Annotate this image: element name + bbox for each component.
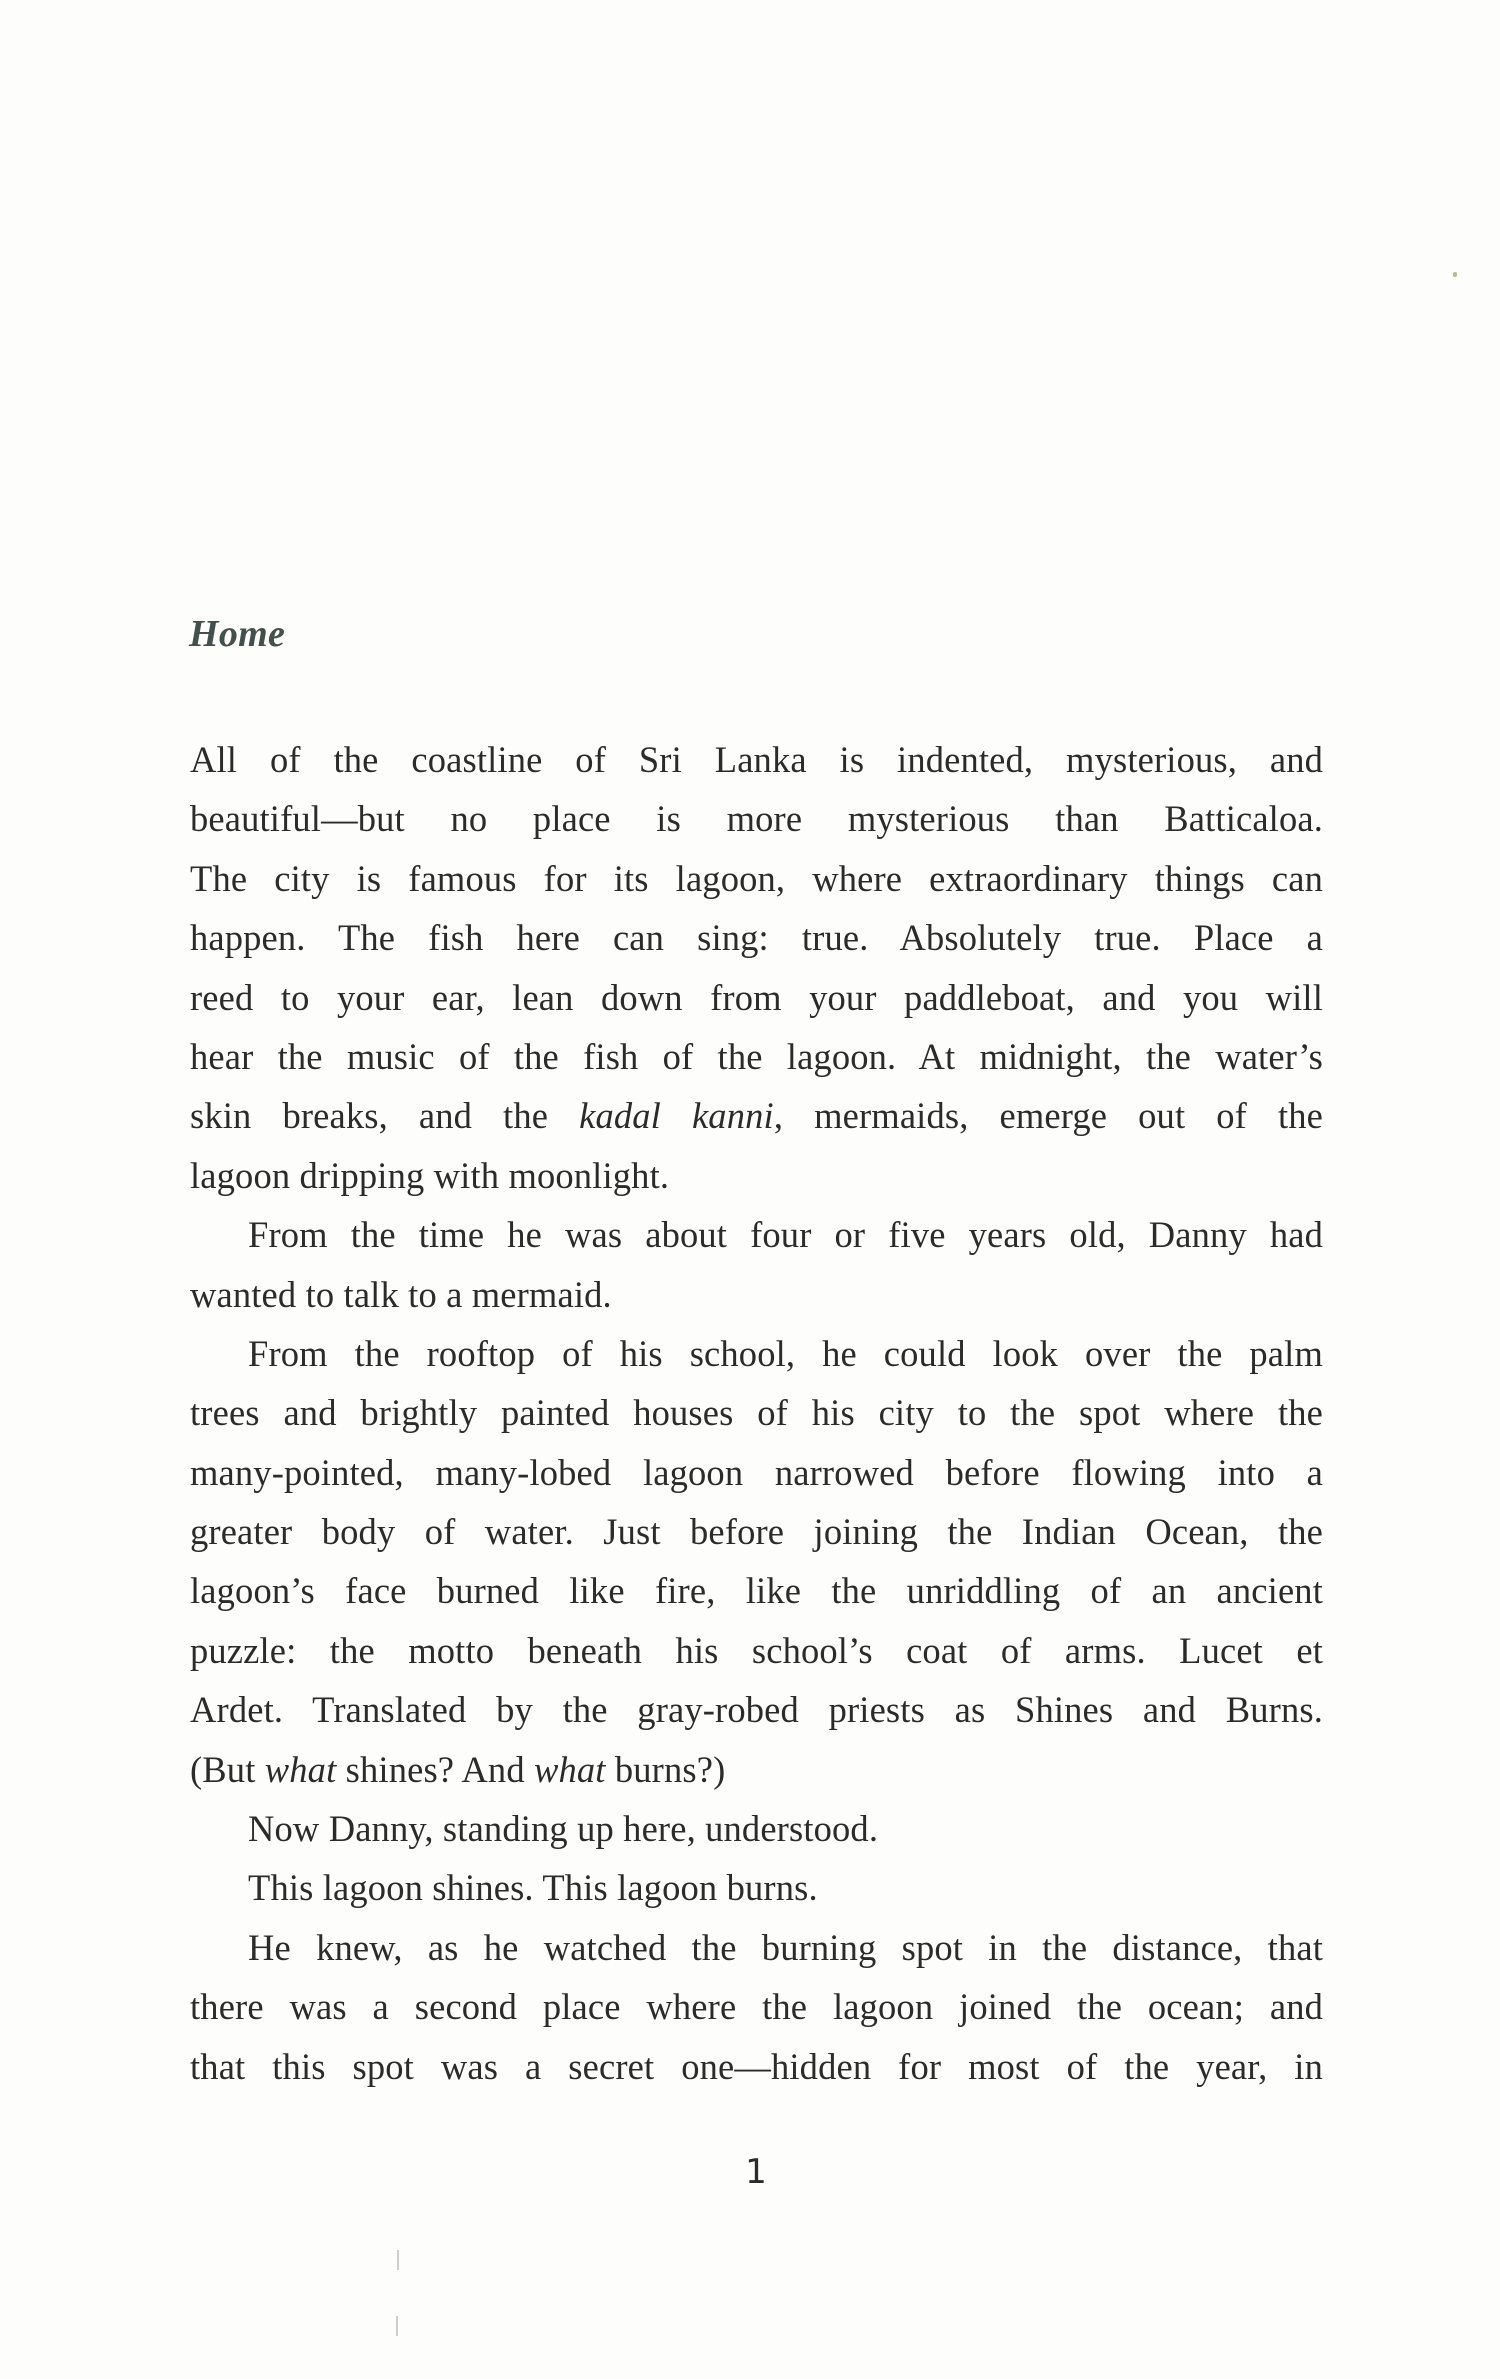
text-segment: (But [190,1748,265,1790]
paragraph-start-line: Now Danny, standing up here, understood. [248,1808,879,1850]
text-line: that this spot was a secret one—hidden for most of the year, in [190,2045,1323,2087]
paragraph-start-line: From the rooftop of his school, he could look over the palm [248,1332,1323,1374]
italic-term-kadal-kanni: kadal kanni [579,1095,774,1137]
text-segment: burns?) [605,1748,726,1790]
text-line: greater body of water. Just before joining the Indian Ocean, the [190,1511,1323,1553]
text-line: puzzle: the motto beneath his school’s coat of arms. Lucet et [190,1629,1323,1671]
text-line: hear the music of the fish of the lagoon. At midnight, the water’s [190,1035,1323,1077]
text-line [190,1740,1323,1799]
text-line: Ardet. Translated by the gray-robed priests as Shines and Burns. [190,1689,1323,1731]
text-segment: skin breaks, and the [190,1095,580,1137]
paragraph-start-line: He knew, as he watched the burning spot in the distance, that [248,1926,1323,1968]
italic-word-what: what [264,1748,337,1790]
text-line: wanted to talk to a mermaid. [190,1273,612,1315]
chapter-title: Home [189,613,286,655]
text-line: beautiful—but no place is more mysterious than Batticaloa. [190,798,1323,840]
text-segment: , mermaids, emerge out of the [773,1095,1324,1137]
text-line: happen. The fish here can sing: true. Absolutely true. Place a [190,917,1323,959]
text-line: many-pointed, many-lobed lagoon narrowed before flowing into a [190,1451,1323,1493]
scan-mark [396,2316,398,2336]
chapter-body-text [190,730,1323,2096]
paragraph-start-line: From the time he was about four or five years old, Danny had [248,1214,1323,1256]
text-line: All of the coastline of Sri Lanka is indented, mysterious, and [190,739,1323,780]
italic-word-what: what [534,1748,606,1790]
text-segment: shines? And [336,1748,534,1790]
scan-speck [1453,272,1457,277]
text-line: lagoon’s face burned like fire, like the unriddling of an ancient [190,1570,1323,1612]
text-line: trees and brightly painted houses of his city to the spot where the [190,1392,1323,1434]
page-number: 1 [745,2152,767,2192]
scan-mark [397,2250,399,2270]
paragraph-start-line: This lagoon shines. This lagoon burns. [248,1867,818,1909]
text-line: there was a second place where the lagoon joined the ocean; and [190,1986,1323,2028]
text-line: reed to your ear, lean down from your paddleboat, and you will [190,976,1323,1018]
text-line: The city is famous for its lagoon, where extraordinary things can [190,857,1323,899]
text-line: lagoon dripping with moonlight. [190,1154,670,1196]
text-line [190,1086,1323,1145]
